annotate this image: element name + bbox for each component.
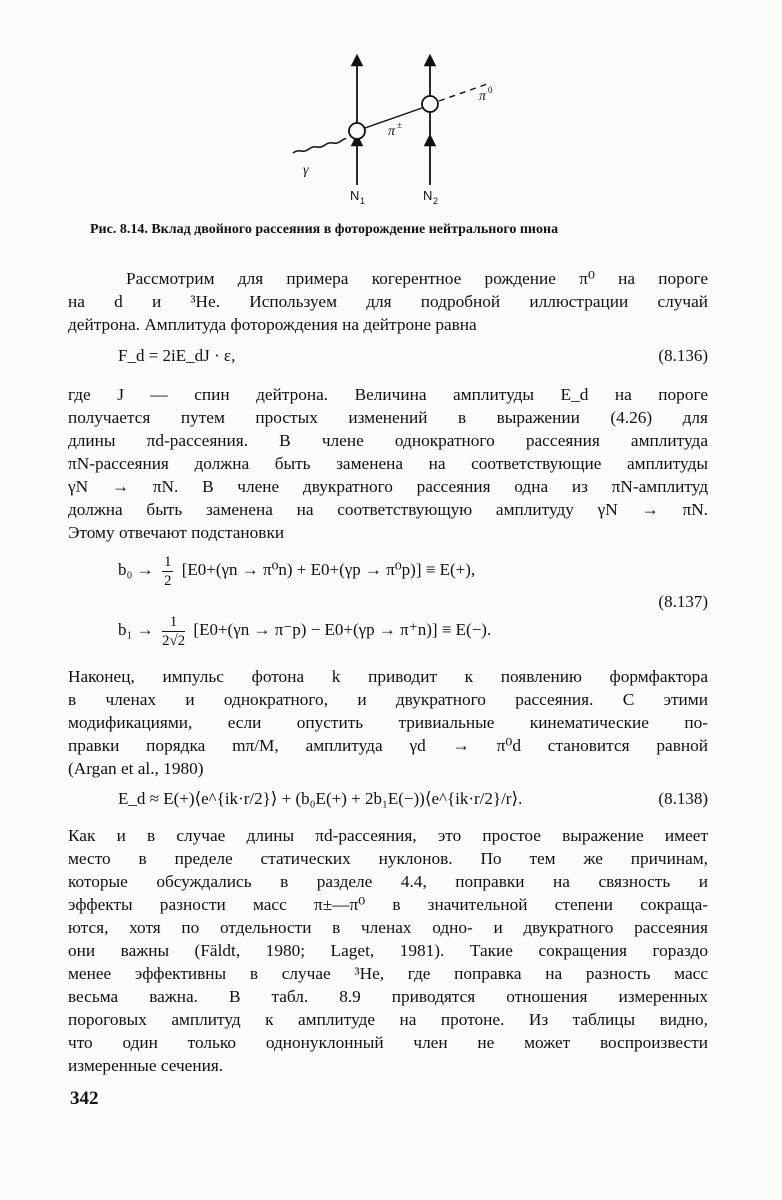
paragraph-line: эффекты разности масс π±—π⁰ в значительной степени сокраща- <box>68 895 708 914</box>
equation-number: (8.138) <box>658 789 708 808</box>
paragraph-line: Рассмотрим для примера когерентное рождение π⁰ на пороге <box>126 269 708 288</box>
paragraph-3 <box>68 665 708 780</box>
denominator: 2 <box>163 572 172 589</box>
vertex-n2 <box>422 96 438 112</box>
paragraph-line: они важны (Fäldt, 1980; Laget, 1981). Такие сокращения гораздо <box>68 941 708 960</box>
paragraph-line: Наконец, импульс фотона k приводит к появлению формфактора <box>68 667 708 686</box>
photon-line <box>293 139 346 153</box>
paragraph-line: что один только однонуклонный член не может воспроизвести <box>68 1033 708 1052</box>
label-pi0: π <box>479 89 487 104</box>
equation-8-138 <box>68 786 708 812</box>
paragraph-line: менее эффективны в случае ³He, где поправка на разность масс <box>68 964 708 983</box>
equation-8-136 <box>68 343 708 369</box>
paragraph-line: которые обсуждались в разделе 4.4, поправки на связность и <box>68 872 708 891</box>
paragraph-line: длины πd-рассеяния. В члене однократного рассеяния амплитуда <box>68 431 708 450</box>
paragraph-line: измеренные сечения. <box>68 1056 224 1075</box>
paragraph-line: правки порядка mπ/M, амплитуда γd → π⁰d становится равной <box>68 736 708 755</box>
label-pi0-sup: 0 <box>488 85 493 95</box>
paragraph-line: весьма важна. В табл. 8.9 приводятся отношения измеренных <box>68 987 708 1006</box>
eq-lhs: b₀ → <box>118 560 154 579</box>
paragraph-line: получается путем простых изменений в выражении (4.26) для <box>68 408 708 427</box>
numerator: 1 <box>163 553 172 570</box>
page-number: 342 <box>70 1088 99 1109</box>
paragraph-2 <box>68 383 708 544</box>
paragraph-1 <box>68 267 708 336</box>
paragraph-line: γN → πN. В члене двукратного рассеяния одна из πN-амплитуд <box>68 477 708 496</box>
label-n1: N <box>350 188 360 203</box>
fraction <box>162 613 185 650</box>
paragraph-4 <box>68 824 708 1077</box>
equation-number-8-137: (8.137) <box>658 592 708 611</box>
paragraph-line: дейтрона. Амплитуда фоторождения на дейтроне равна <box>68 315 477 334</box>
paragraph-line: пороговых амплитуд к амплитуде на протоне. Из таблицы видно, <box>68 1010 708 1029</box>
label-n1-sub: 1 <box>360 196 366 206</box>
eq-rhs: [E0+(γn → π⁻p) − E0+(γp → π⁺n)] ≡ E(−). <box>193 620 492 639</box>
equation-8-137-line2 <box>68 612 708 648</box>
paragraph-line: должна быть заменена на соответствующую амплитуду γN → πN. <box>68 500 708 519</box>
paragraph-line: где J — спин дейтрона. Величина амплитуды E_d на пороге <box>68 385 708 404</box>
paragraph-line: Как и в случае длины πd-рассеяния, это простое выражение имеет <box>68 826 708 845</box>
paragraph-line: (Argan et al., 1980) <box>68 759 204 778</box>
paragraph-line: πN-рассеяния должна быть заменена на соответствующие амплитуды <box>68 454 708 473</box>
numerator: 1 <box>162 613 185 632</box>
equation-formula: E_d ≈ E(+)⟨e^{ik·r/2}⟩ + (b₀E(+) + 2b₁E(−))⟨e^{ik·r/2}/r⟩. <box>118 789 523 808</box>
label-n2-sub: 2 <box>433 196 439 206</box>
equation-8-137-line1 <box>68 552 708 588</box>
paragraph-line: модификациями, если опустить тривиальные кинематические по- <box>68 713 708 732</box>
equation-formula <box>118 552 475 590</box>
double-scattering-diagram <box>0 0 782 215</box>
paragraph-line: место в пределе статических нуклонов. По тем же причинам, <box>68 849 708 868</box>
label-gamma: γ <box>303 163 309 178</box>
paragraph-line: в членах и однократного, и двукратного рассеяния. С этими <box>68 690 708 709</box>
equation-number: (8.136) <box>658 346 708 365</box>
equation-formula <box>118 612 491 650</box>
figure-caption: Рис. 8.14. Вклад двойного рассеяния в фоторождение нейтрального пиона <box>90 222 559 237</box>
paragraph-line: на d и ³He. Используем для подробной иллюстрации случай <box>68 292 708 311</box>
paragraph-line: ются, хотя по отдельности в членах одно- и двукратного рассеяния <box>68 918 708 937</box>
vertex-n1 <box>349 123 365 139</box>
eq-rhs: [E0+(γn → π⁰n) + E0+(γp → π⁰p)] ≡ E(+), <box>181 560 476 579</box>
fraction <box>162 553 174 590</box>
label-pi-pm: π <box>388 124 396 139</box>
denominator: 2√2 <box>161 632 186 649</box>
label-n2: N <box>423 188 433 203</box>
eq-lhs: b₁ → <box>118 620 154 639</box>
equation-formula: F_d = 2iE_dJ · ε, <box>118 346 236 365</box>
paragraph-line: Этому отвечают подстановки <box>68 523 285 542</box>
label-pi-pm-sup: ± <box>397 120 402 130</box>
